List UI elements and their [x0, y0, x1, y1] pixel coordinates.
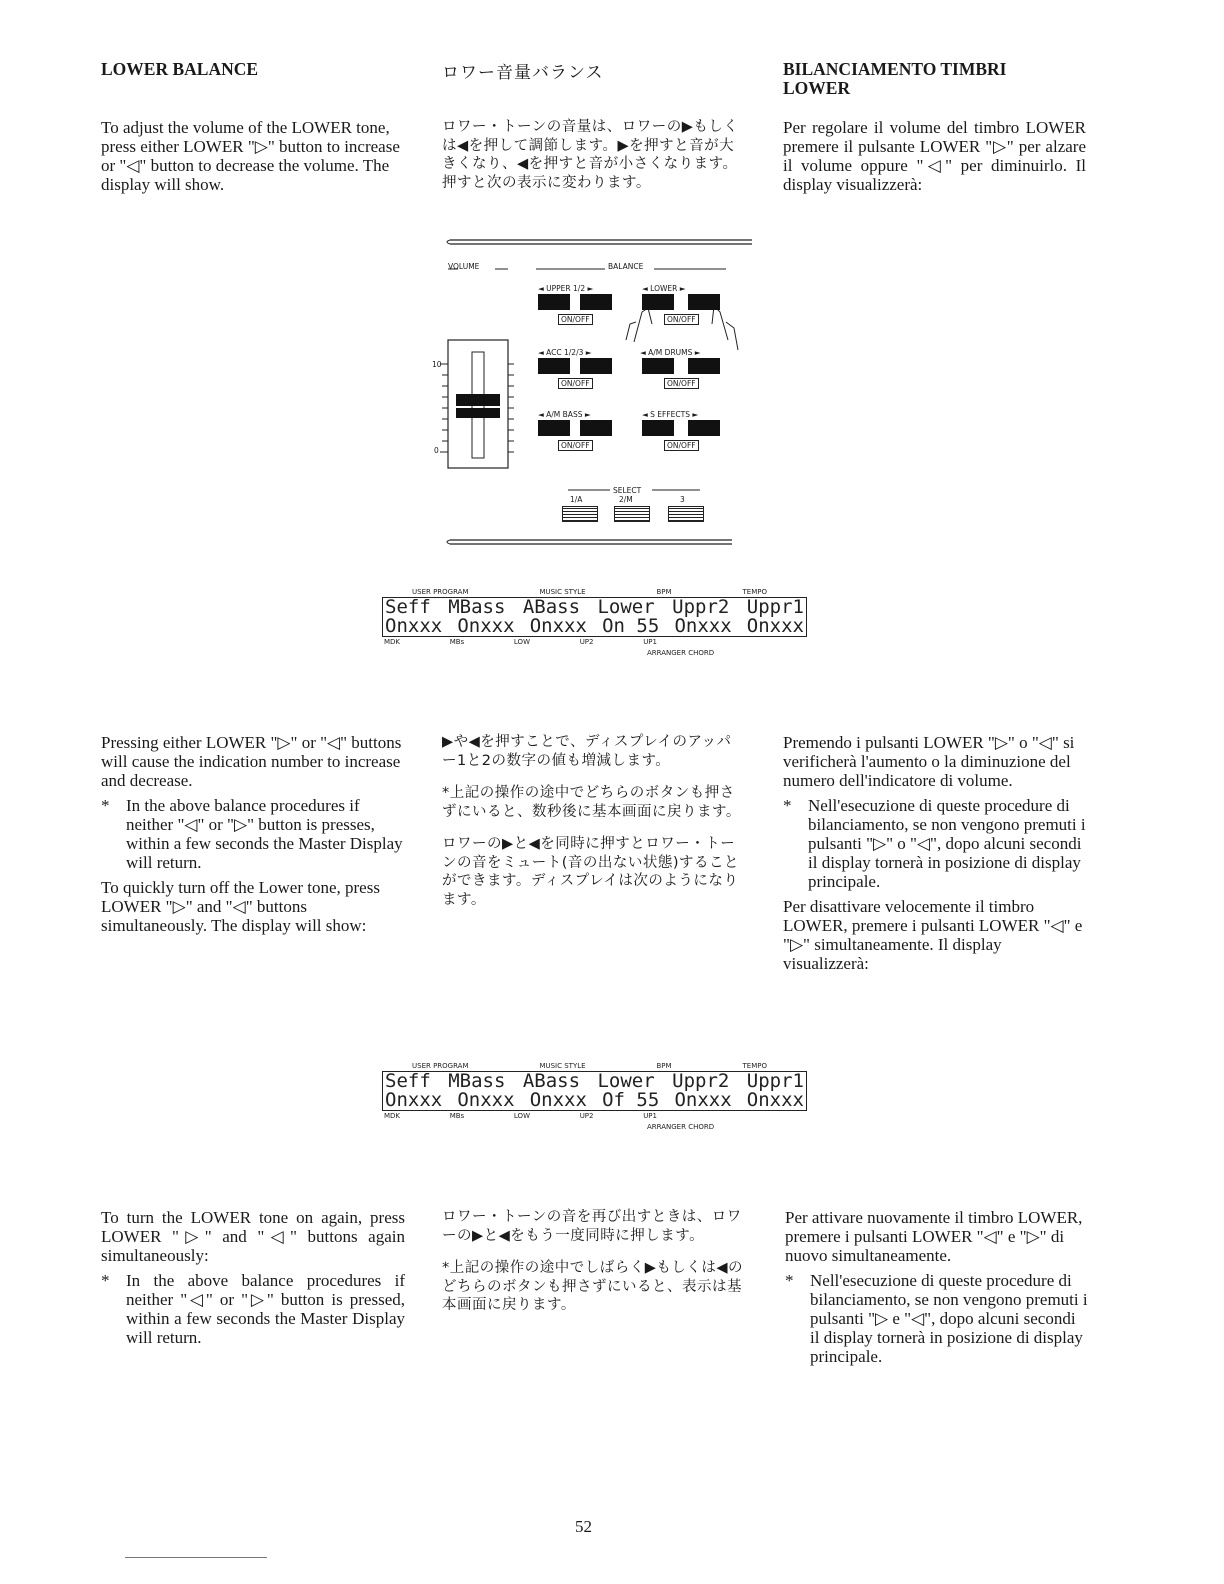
display1-top-label: TEMPO: [742, 588, 767, 596]
bullet-star: *: [785, 1271, 794, 1290]
display2-cell: Onxxx: [674, 1089, 732, 1111]
select-label: SELECT: [613, 486, 642, 495]
display2-bottom-labels: [382, 1111, 807, 1120]
display1-cell: Onxxx: [529, 615, 587, 637]
section1-jp: [442, 118, 744, 198]
display2-cell: Onxxx: [746, 1089, 804, 1111]
display2-cell: Lower: [597, 1070, 655, 1092]
display1-bottom-labels: [382, 637, 807, 646]
display2-cell: Onxxx: [529, 1089, 587, 1111]
display2-cell: Seff: [385, 1070, 431, 1092]
display1-arranger-chord: ARRANGER CHORD: [647, 649, 715, 657]
display2-top-label: USER PROGRAM: [412, 1062, 469, 1070]
scale-top-label: 10: [432, 360, 442, 369]
am-drums-up-button[interactable]: [688, 358, 720, 374]
s-effects-down-button[interactable]: [642, 420, 674, 436]
page-number: 52: [575, 1517, 592, 1536]
display1-cell: Onxxx: [457, 615, 515, 637]
section2-jp-bullet: *上記の操作の途中でどちらのボタンも押さずにいると、数秒後に基本画面に戻ります。: [442, 785, 741, 820]
control-panel-diagram: [420, 232, 760, 552]
lcd-display-1: [382, 588, 807, 657]
display1-cell: On 55: [602, 615, 660, 637]
am-bass-onoff-button[interactable]: ON/OFF: [558, 440, 593, 451]
display2-bottom-label: MBs: [449, 1112, 465, 1120]
display1-top-label: BPM: [656, 588, 672, 596]
am-drums-onoff-button[interactable]: ON/OFF: [664, 378, 699, 389]
heading-jp: ロワー音量バランス: [442, 63, 604, 83]
section3-it-bullet-text: Nell'esecuzione di queste procedure di bilanciamento, se non vengono premuti i pulsanti "▷ e "◁", dopo alcuni secondi il display tornerà in posizione di display principale.: [810, 1271, 1088, 1366]
section3-it: [785, 1208, 1088, 1372]
section3-it-p1: Per attivare nuovamente il timbro LOWER, premere i pulsanti LOWER "◁" e "▷" di nuovo simultaneamente.: [785, 1208, 1083, 1265]
select-3-button[interactable]: [668, 506, 704, 522]
display2-top-label: BPM: [656, 1062, 672, 1070]
display1-cell: MBass: [448, 596, 506, 618]
section1-it: [783, 118, 1086, 200]
s-effects-up-button[interactable]: [688, 420, 720, 436]
volume-label: VOLUME: [448, 262, 480, 271]
acc-label: ◄ ACC 1/2/3 ►: [538, 348, 592, 357]
am-bass-down-button[interactable]: [538, 420, 570, 436]
section2-it: [783, 733, 1086, 979]
am-bass-label: ◄ A/M BASS ►: [538, 410, 591, 419]
section2-en-bullet-text: In the above balance procedures if neither "◁" or "▷" button is presses, within a few seconds the Master Display will return.: [126, 796, 403, 872]
am-bass-up-button[interactable]: [580, 420, 612, 436]
display2-cell: Onxxx: [457, 1089, 515, 1111]
select-1-label: 1/A: [570, 495, 583, 504]
display2-screen: [382, 1071, 807, 1111]
display1-cell: Lower: [597, 596, 655, 618]
section3-en-bullet-text: In the above balance procedures if neither "◁" or "▷" button is pressed, within a few seconds the Master Display will return.: [126, 1271, 405, 1347]
section2-en-p2: To quickly turn off the Lower tone, press LOWER "▷" and "◁" buttons simultaneously. The display will show:: [101, 878, 380, 935]
volume-fader[interactable]: [460, 352, 496, 456]
lcd-display-2: [382, 1062, 807, 1131]
section1-jp-text: ロワー・トーンの音量は、ロワーの▶もしくは◀を押して調節します。▶を押すと音が大きくなり、◀を押すと音が小さくなります。押すと次の表示に変わります。: [442, 119, 739, 191]
display1-screen: [382, 597, 807, 637]
lower-label: ◄ LOWER ►: [642, 284, 686, 293]
display2-row1: [383, 1072, 806, 1091]
display2-cell: MBass: [448, 1070, 506, 1092]
display2-cell: Uppr1: [746, 1070, 804, 1092]
acc-onoff-button[interactable]: ON/OFF: [558, 378, 593, 389]
heading-en: LOWER BALANCE: [101, 59, 259, 79]
select-2-button[interactable]: [614, 506, 650, 522]
section3-jp-p1: ロワー・トーンの音を再び出すときは、ロワーの▶と◀をもう一度同時に押します。: [442, 1209, 742, 1244]
display1-cell: Onxxx: [674, 615, 732, 637]
section2-jp-p1: ▶や◀を押すことで、ディスプレイのアッパー1と2の数字の値も増減します。: [442, 734, 732, 769]
upper-onoff-button[interactable]: ON/OFF: [558, 314, 593, 325]
section1-en: [101, 118, 403, 200]
display2-bottom-label: UP2: [579, 1112, 594, 1120]
display1-row2: [383, 617, 806, 636]
heading-it-line1: BILANCIAMENTO TIMBRI: [783, 59, 1007, 79]
bullet-star: *: [101, 796, 110, 815]
select-1-button[interactable]: [562, 506, 598, 522]
display1-cell: Onxxx: [385, 615, 443, 637]
bullet-star: *: [101, 1271, 110, 1290]
heading-it: [783, 60, 1007, 98]
display1-top-label: MUSIC STYLE: [539, 588, 586, 596]
section2-en-p1: Pressing either LOWER "▷" or "◁" buttons will cause the indication number to increase and decrease.: [101, 733, 402, 790]
display1-cell: Onxxx: [746, 615, 804, 637]
section1-it-text: Per regolare il volume del timbro LOWER premere il pulsante LOWER "▷" per alzare il volume oppure "◁" per diminuirlo. Il display visualizzerà:: [783, 118, 1086, 194]
select-3-label: 3: [680, 495, 685, 504]
section2-it-p2: Per disattivare velocemente il timbro LOWER, premere i pulsanti LOWER "◁" e "▷" simultaneamente. Il display visualizzerà:: [783, 897, 1083, 973]
upper-up-button[interactable]: [580, 294, 612, 310]
s-effects-label: ◄ S EFFECTS ►: [642, 410, 699, 419]
balance-label: BALANCE: [608, 262, 644, 271]
heading-it-line2: LOWER: [783, 78, 851, 98]
display1-bottom-label: MBs: [449, 638, 465, 646]
display2-cell: Of 55: [602, 1089, 660, 1111]
display2-bottom-label: LOW: [513, 1112, 530, 1120]
display2-cell: Onxxx: [385, 1089, 443, 1111]
display2-bottom-label: MDK: [384, 1112, 401, 1120]
display2-top-label: TEMPO: [742, 1062, 767, 1070]
display1-bottom-label: UP1: [643, 638, 657, 646]
section2-jp-p2: ロワーの▶と◀を同時に押すとロワー・トーンの音をミュート(音の出ない状態)することができます。ディスプレイは次のようになります。: [442, 836, 740, 908]
section2-it-bullet: [783, 796, 1086, 891]
footer-rule: [125, 1557, 267, 1558]
display1-top-label: USER PROGRAM: [412, 588, 469, 596]
scale-bottom-label: 0: [434, 446, 439, 455]
section2-jp: [442, 733, 744, 915]
section3-jp: [442, 1208, 744, 1321]
display2-arranger-chord: ARRANGER CHORD: [647, 1123, 715, 1131]
display2-top-label: MUSIC STYLE: [539, 1062, 586, 1070]
section2-it-bullet-text: Nell'esecuzione di queste procedure di bilanciamento, se non vengono premuti i pulsanti "▷" o "◁", dopo alcuni secondi il display tornerà in posizione di display principale.: [808, 796, 1086, 891]
am-drums-label: ◄ A/M DRUMS ►: [640, 348, 701, 357]
display2-cell: Uppr2: [672, 1070, 730, 1092]
select-2-label: 2/M: [619, 495, 633, 504]
display2-top-labels: [382, 1062, 807, 1071]
section1-en-text: To adjust the volume of the LOWER tone, press either LOWER "▷" button to increase or "◁" button to decrease the volume. The display will show.: [101, 118, 400, 194]
display1-top-labels: [382, 588, 807, 597]
am-drums-down-button[interactable]: [642, 358, 674, 374]
upper-down-button[interactable]: [538, 294, 570, 310]
section2-en-bullet: [101, 796, 403, 872]
display2-cell: ABass: [522, 1070, 581, 1092]
lower-up-button[interactable]: [688, 294, 720, 310]
acc-up-button[interactable]: [580, 358, 612, 374]
section3-en-p1: To turn the LOWER tone on again, press LOWER "▷" and "◁" buttons again simultaneously:: [101, 1208, 405, 1265]
display1-row1: [383, 598, 806, 617]
display1-cell: ABass: [522, 596, 581, 618]
display1-cell: Seff: [385, 596, 431, 618]
section3-jp-bullet: *上記の操作の途中でしばらく▶もしくは◀のどちらのボタンも押さずにいると、表示は基本画面に戻ります。: [442, 1260, 744, 1313]
display1-cell: Uppr1: [746, 596, 804, 618]
section3-en: [101, 1208, 405, 1353]
upper-label: ◄ UPPER 1/2 ►: [538, 284, 594, 293]
section3-en-bullet: [101, 1271, 405, 1347]
lower-down-button[interactable]: [642, 294, 674, 310]
display2-bottom-label: UP1: [643, 1112, 657, 1120]
bullet-star: *: [783, 796, 792, 815]
section2-en: [101, 733, 403, 941]
display1-cell: Uppr2: [672, 596, 730, 618]
section3-it-bullet: [785, 1271, 1088, 1366]
acc-down-button[interactable]: [538, 358, 570, 374]
section2-it-p1: Premendo i pulsanti LOWER "▷" o "◁" si verificherà l'aumento o la diminuzione del numero dell'indicatore di volume.: [783, 733, 1075, 790]
display1-bottom-label: MDK: [384, 638, 401, 646]
display2-row2: [383, 1091, 806, 1110]
lower-onoff-button[interactable]: ON/OFF: [664, 314, 699, 325]
display1-bottom-label: UP2: [579, 638, 594, 646]
s-effects-onoff-button[interactable]: ON/OFF: [664, 440, 699, 451]
display1-bottom-label: LOW: [513, 638, 530, 646]
